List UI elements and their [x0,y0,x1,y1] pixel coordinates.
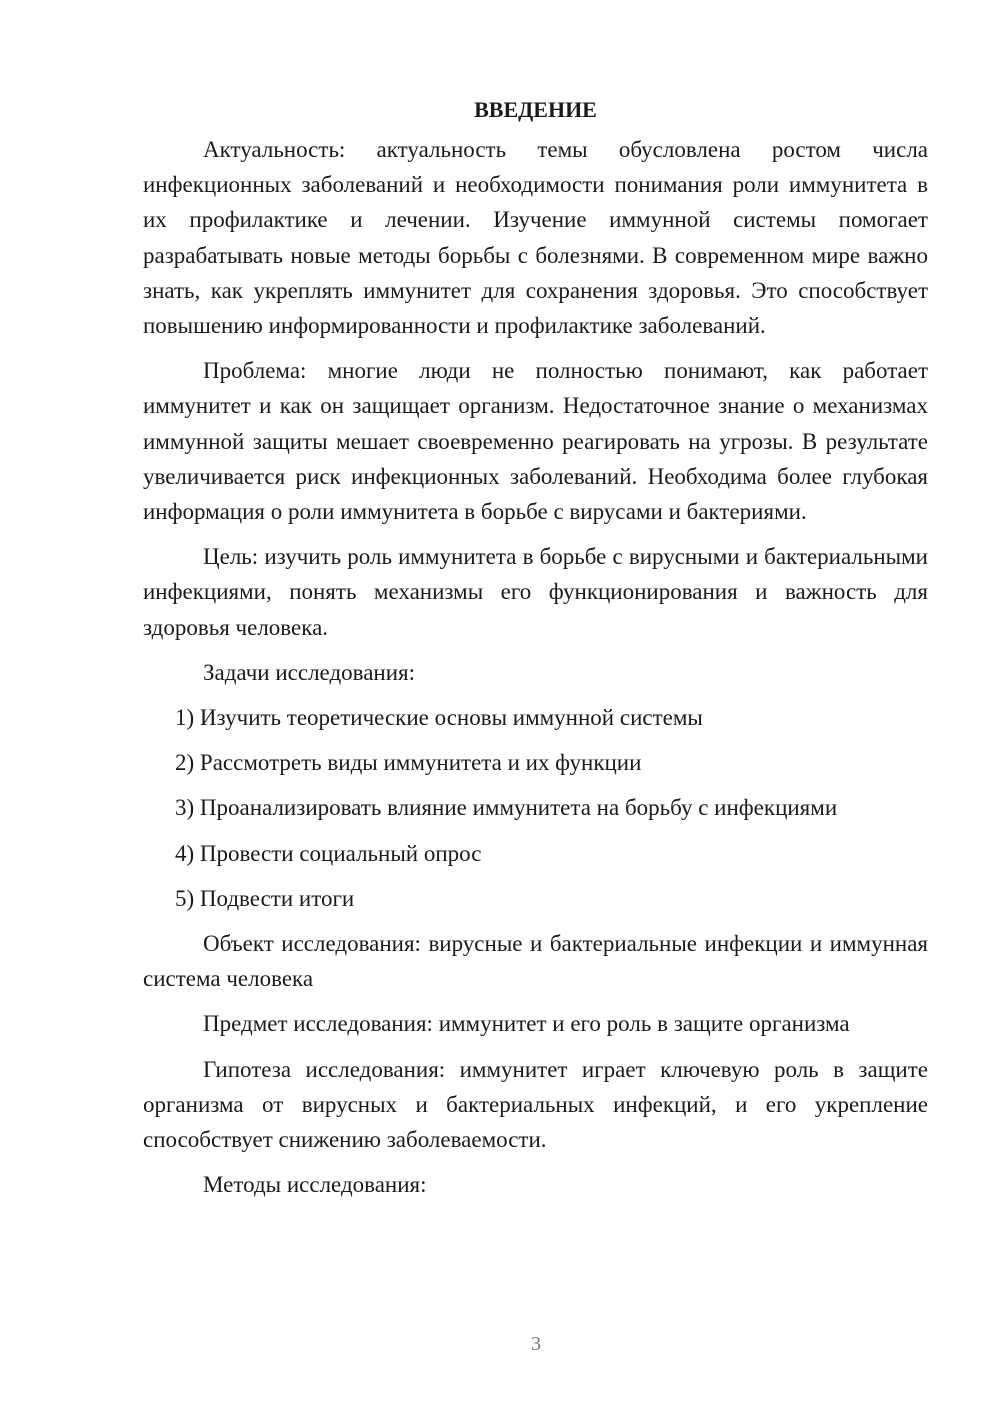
tasks-list [143,700,928,916]
page-content [143,92,928,1212]
hypothesis-paragraph: Гипотеза исследования: иммунитет играет ключевую роль в защите организма от вирусных и бактериальных инфекций, и его укрепление способствует снижению заболеваемости. [143,1056,928,1152]
problem-paragraph: Проблема: многие люди не полностью понимают, как работает иммунитет и как он защищает организм. Недостаточное знание о механизмах иммунной защиты мешает своевременно реагировать на угрозы. В результате увеличивается риск инфекционных заболеваний. Необходима более глубокая информация о роли иммунитета в борьбе с вирусами и бактериями. [143,358,928,525]
section-title: ВВЕДЕНИЕ [474,97,597,122]
list-item: 5) Подвести итоги [175,885,355,911]
list-item: 4) Провести социальный опрос [175,840,482,866]
methods-heading: Методы исследования: [203,1172,427,1198]
page-number: 3 [531,1333,541,1355]
subject-paragraph: Предмет исследования: иммунитет и его роль в защите организма [203,1011,850,1037]
goal-paragraph: Цель: изучить роль иммунитета в борьбе с вирусными и бактериальными инфекциями, понять механизмы его функционирования и важность для здоровья человека. [143,544,928,640]
list-item: 1) Изучить теоретические основы иммунной системы [175,705,703,731]
relevance-paragraph: Актуальность: актуальность темы обусловлена ростом числа инфекционных заболеваний и необходимости понимания роли иммунитета в их профилактике и лечении. Изучение иммунной системы помогает разрабатывать новые методы борьбы с болезнями. В современном мире важно знать, как укреплять иммунитет для сохранения здоровья. Это способствует повышению информированности и профилактике заболеваний. [143,137,928,339]
object-paragraph: Объект исследования: вирусные и бактериальные инфекции и иммунная система человека [143,930,928,992]
tasks-heading: Задачи исследования: [203,659,416,685]
list-item: 3) Проанализировать влияние иммунитета на борьбу с инфекциями [175,795,838,821]
list-item: 2) Рассмотреть виды иммунитета и их функции [175,750,642,776]
